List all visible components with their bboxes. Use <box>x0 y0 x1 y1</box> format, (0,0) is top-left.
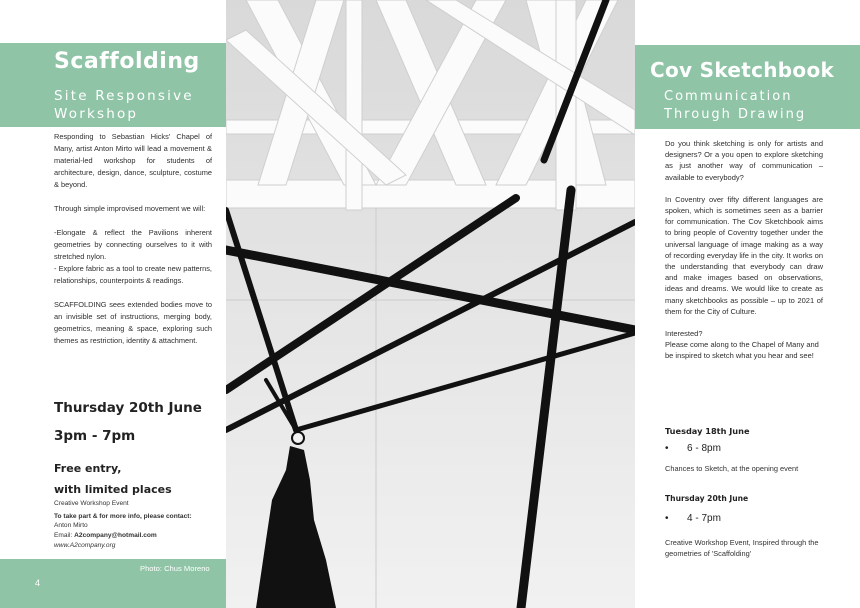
event2-time-row <box>665 513 721 524</box>
interested-heading: Interested? <box>665 329 703 339</box>
scaffolding-description <box>54 131 212 359</box>
email-link[interactable]: A2company@hotmail.com <box>74 532 157 539</box>
scaffolding-header-band <box>0 43 226 127</box>
subtitle-line: Communication <box>664 89 793 104</box>
cov-paragraph-invite: Please come along to the Chapel of Many and be inspired to sketch what you hear and see! <box>665 340 819 361</box>
scaffolding-date: Thursday 20th June <box>54 400 202 416</box>
cov-sketchbook-subtitle <box>664 88 806 124</box>
event1-description: Chances to Sketch, at the opening event <box>665 464 799 473</box>
scaffolding-paragraph-intro: Responding to Sebastian Hicks' Chapel of Many, artist Anton Mirto will lead a movement & material-led workshop for students of architecture, design, dance, sculpture, costume & beyond. <box>54 132 212 189</box>
cov-sketchbook-description <box>665 138 823 373</box>
subtitle-line: Site Responsive <box>54 88 194 104</box>
list-item: - Explore fabric as a tool to create new patterns, relationships, counterpoints & readings. <box>54 264 212 285</box>
photo-credit: Photo: Chus Moreno <box>140 564 210 573</box>
event1-time-row <box>665 443 721 454</box>
bullet-icon: • <box>665 513 669 524</box>
scaffolding-title: Scaffolding <box>54 49 200 74</box>
scaffolding-activity-list <box>54 227 212 287</box>
contact-name: Anton Mirto <box>54 522 88 529</box>
scaffolding-paragraph-themes: SCAFFOLDING sees extended bodies move to an invisible set of instructions, merging body, geometrics, meaning & space, exploring such themes as restriction, identity & attachment. <box>54 300 212 345</box>
event1-time: 6 - 8pm <box>687 443 721 454</box>
scaffolding-paragraph-movement: Through simple improvised movement we will: <box>54 204 206 213</box>
contact-email-line <box>54 532 157 540</box>
event2-description: Creative Workshop Event, Inspired through the geometries of 'Scaffolding' <box>665 538 819 558</box>
bullet-icon: • <box>665 443 669 454</box>
scaffolding-column <box>0 0 226 608</box>
scaffolding-subtitle <box>54 87 194 123</box>
scaffolding-time: 3pm - 7pm <box>54 428 136 444</box>
page-number: 4 <box>35 578 41 588</box>
subtitle-line: Through Drawing <box>664 107 807 122</box>
contact-prompt: To take part & for more info, please contact: <box>54 513 192 520</box>
free-entry-line: Free entry, <box>54 462 122 475</box>
email-label: Email: <box>54 532 75 539</box>
free-entry-line: with limited places <box>54 483 172 496</box>
event1-date: Tuesday 18th June <box>665 426 750 436</box>
cov-sketchbook-column <box>635 0 860 608</box>
event2-date: Thursday 20th June <box>665 494 749 503</box>
website-link[interactable]: www.A2company.org <box>54 542 116 549</box>
list-item: -Elongate & reflect the Pavilions inherent geometries by connecting ourselves to it with stretched nylon. <box>54 228 212 261</box>
subtitle-line: Workshop <box>54 106 139 122</box>
cov-sketchbook-header-band <box>635 45 860 129</box>
cov-sketchbook-title: Cov Sketchbook <box>650 58 835 82</box>
event-type: Creative Workshop Event <box>54 500 129 507</box>
event2-time: 4 - 7pm <box>687 513 721 524</box>
left-footer-band <box>0 559 226 608</box>
cov-paragraph-languages: In Coventry over fifty different languages are spoken, which is sometimes seen as a barrier for communication. The Cov Sketchbook aims to bring people of Coventry together under the universal language of image making as a way of recording everyday life in the city. It works on the understanding that everybody can draw and make images based on observations, ideas and dreams. We would like to create as many sketchbooks as possible – up to 2021 of them for the City of Culture. <box>665 194 823 316</box>
scaffolding-photo <box>226 0 635 608</box>
scaffolding-photo-illustration <box>226 0 635 608</box>
cov-paragraph-intro: Do you think sketching is only for artists and designers? Or a you open to explore sketching as just another way of communication – available to everybody? <box>665 139 823 182</box>
